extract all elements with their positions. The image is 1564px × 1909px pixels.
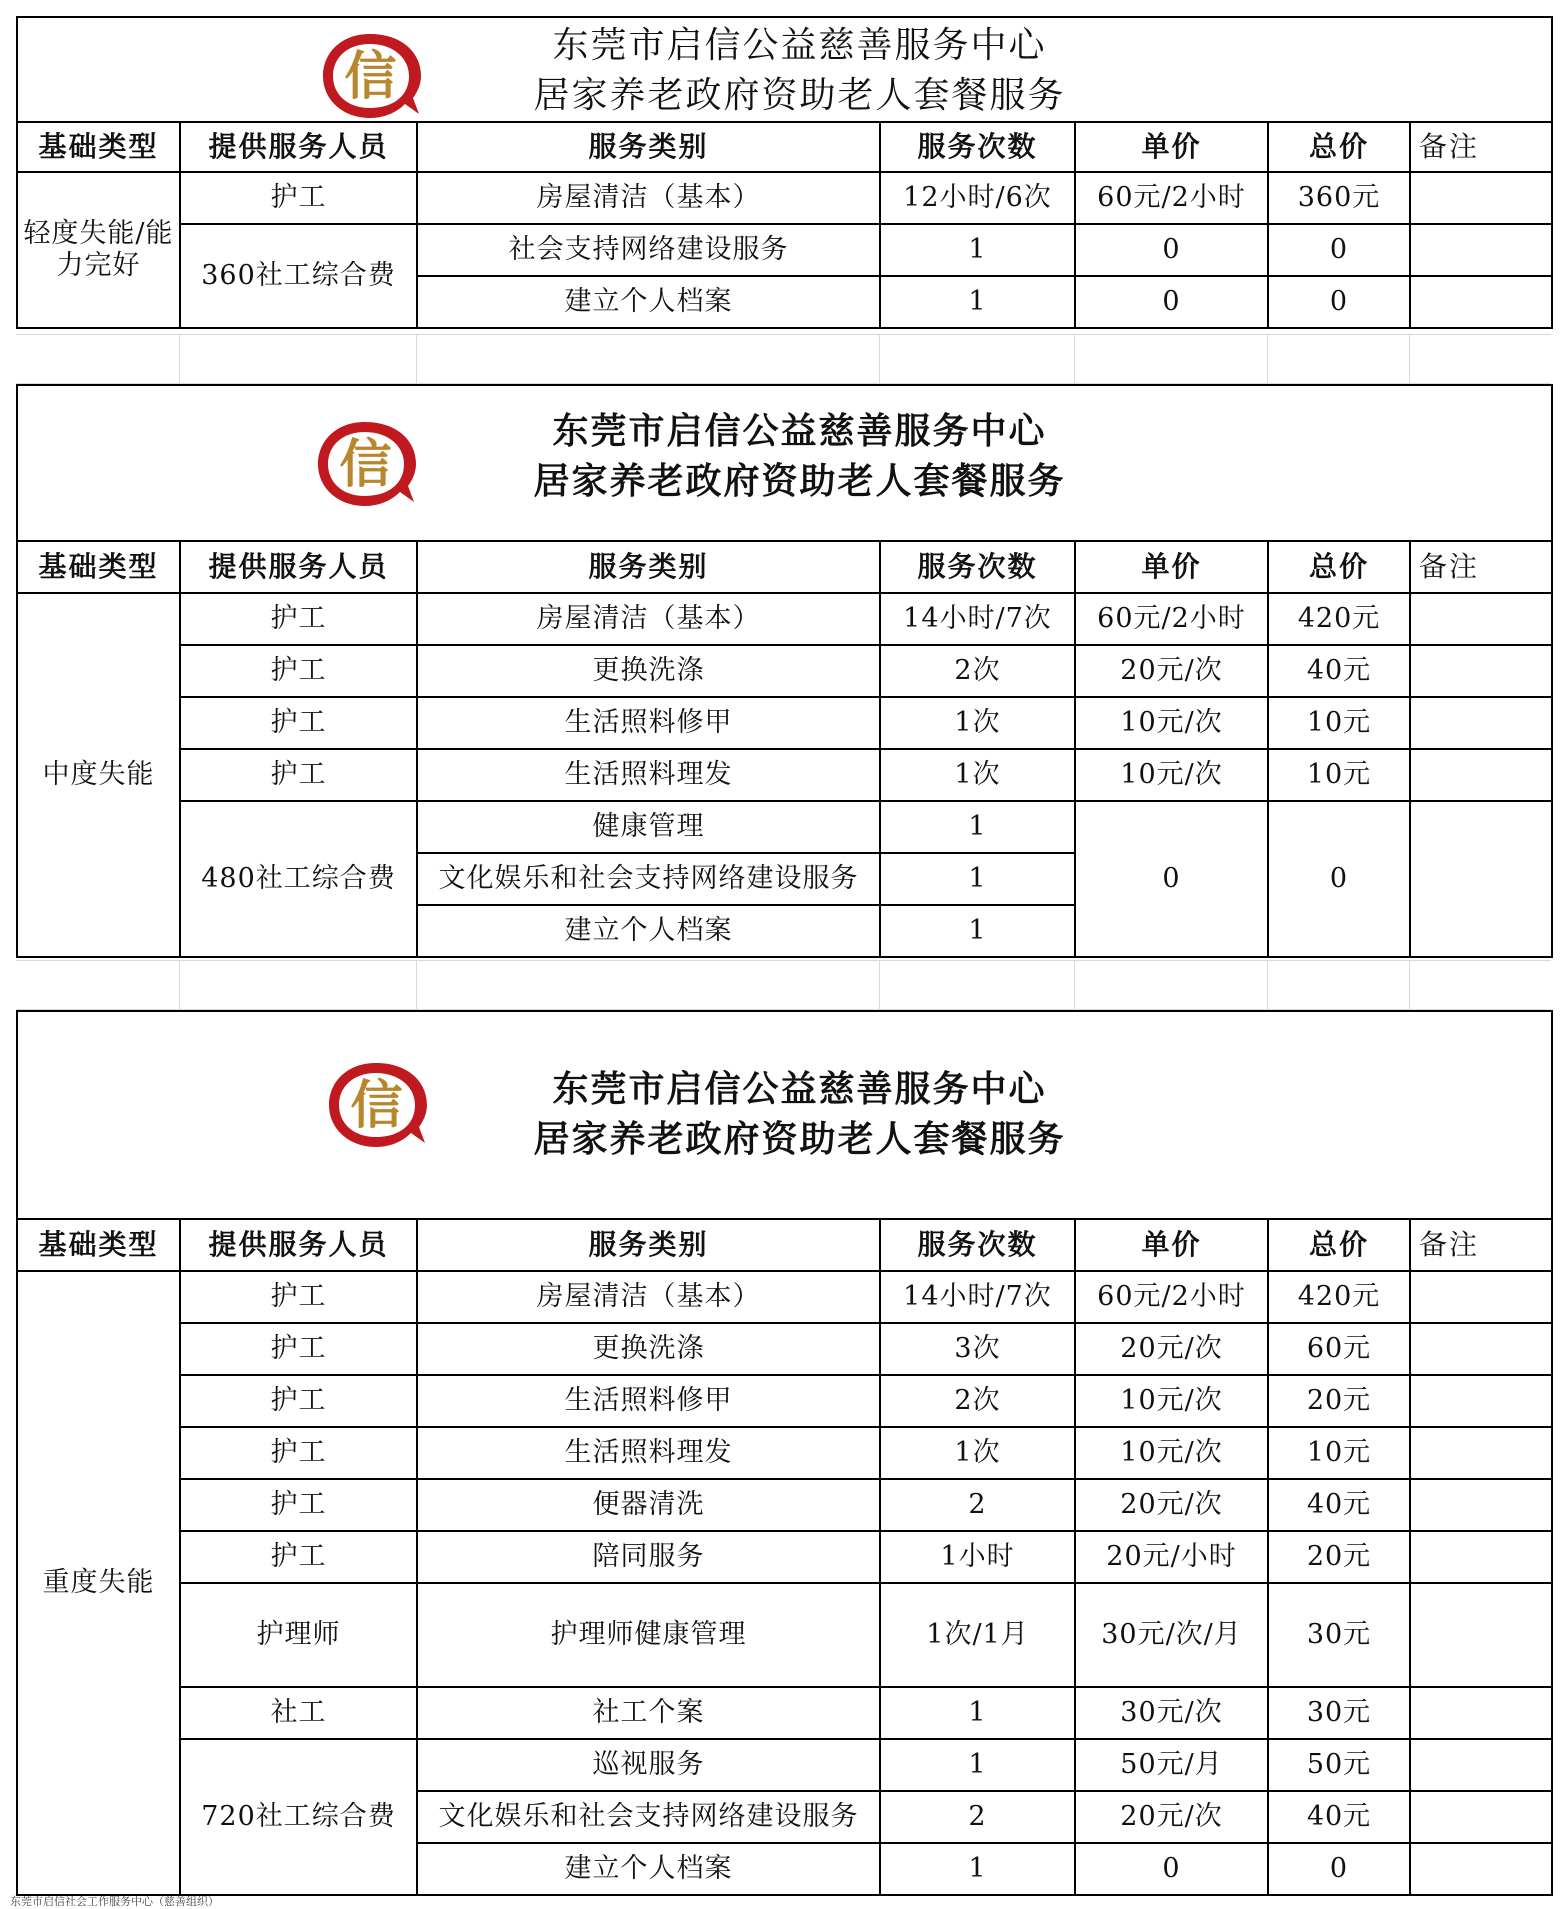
- empty-gap-row: [16, 960, 1551, 1010]
- total-cell: 10元: [1268, 1427, 1410, 1479]
- note-cell: [1410, 276, 1552, 328]
- unit-price-cell: 0: [1075, 1843, 1268, 1895]
- header-category: 服务类别: [417, 541, 880, 593]
- header-count: 服务次数: [880, 122, 1075, 172]
- category-cell: 房屋清洁（基本）: [417, 593, 880, 645]
- unit-price-cell: 20元/次: [1075, 1323, 1268, 1375]
- svg-text:信: 信: [339, 434, 393, 495]
- count-cell: 1: [880, 801, 1075, 853]
- count-cell: 1次: [880, 1427, 1075, 1479]
- total-cell: 40元: [1268, 1791, 1410, 1843]
- staff-cell: 护工: [180, 172, 417, 224]
- category-cell: 房屋清洁（基本）: [417, 172, 880, 224]
- count-cell: 1次/1月: [880, 1583, 1075, 1687]
- staff-cell: 720社工综合费: [180, 1739, 417, 1895]
- total-cell: 20元: [1268, 1531, 1410, 1583]
- category-cell: 便器清洗: [417, 1479, 880, 1531]
- unit-price-cell: 20元/次: [1075, 1791, 1268, 1843]
- qixin-logo-icon: [310, 414, 420, 514]
- category-cell: 文化娱乐和社会支持网络建设服务: [417, 853, 880, 905]
- category-cell: 社工个案: [417, 1687, 880, 1739]
- svg-text:信: 信: [350, 1075, 404, 1136]
- count-cell: 1次: [880, 749, 1075, 801]
- count-cell: 2次: [880, 645, 1075, 697]
- category-cell: 文化娱乐和社会支持网络建设服务: [417, 1791, 880, 1843]
- staff-cell: 护工: [180, 1271, 417, 1323]
- header-note: 备注: [1410, 1219, 1552, 1271]
- staff-cell: 480社工综合费: [180, 801, 417, 957]
- total-cell: 0: [1268, 1843, 1410, 1895]
- category-cell: 生活照料理发: [417, 749, 880, 801]
- package-table-moderate: [16, 384, 1553, 958]
- staff-cell: 护工: [180, 697, 417, 749]
- qixin-logo-icon: [315, 26, 425, 122]
- category-cell: 建立个人档案: [417, 1843, 880, 1895]
- package-table-mild: [16, 16, 1553, 329]
- header-count: 服务次数: [880, 541, 1075, 593]
- note-cell: [1410, 801, 1552, 957]
- count-cell: 14小时/7次: [880, 1271, 1075, 1323]
- unit-price-cell: 0: [1075, 224, 1268, 276]
- staff-cell: 护理师: [180, 1583, 417, 1687]
- category-cell: 建立个人档案: [417, 905, 880, 957]
- staff-cell: 360社工综合费: [180, 224, 417, 328]
- category-cell: 生活照料理发: [417, 1427, 880, 1479]
- category-cell: 健康管理: [417, 801, 880, 853]
- header-base-type: 基础类型: [17, 1219, 180, 1271]
- total-cell: 10元: [1268, 749, 1410, 801]
- staff-cell: 护工: [180, 1479, 417, 1531]
- note-cell: [1410, 1791, 1552, 1843]
- count-cell: 2: [880, 1791, 1075, 1843]
- staff-cell: 社工: [180, 1687, 417, 1739]
- count-cell: 1: [880, 905, 1075, 957]
- category-cell: 房屋清洁（基本）: [417, 1271, 880, 1323]
- total-cell: 20元: [1268, 1375, 1410, 1427]
- package-table-severe: [16, 1010, 1553, 1896]
- note-cell: [1410, 1323, 1552, 1375]
- header-total: 总价: [1268, 541, 1410, 593]
- qixin-logo-icon: [321, 1055, 431, 1155]
- staff-cell: 护工: [180, 1375, 417, 1427]
- unit-price-cell: 10元/次: [1075, 1375, 1268, 1427]
- count-cell: 2次: [880, 1375, 1075, 1427]
- header-base-type: 基础类型: [17, 541, 180, 593]
- total-cell: 0: [1268, 801, 1410, 957]
- count-cell: 2: [880, 1479, 1075, 1531]
- base-type-cell: 重度失能: [17, 1271, 180, 1895]
- staff-cell: 护工: [180, 749, 417, 801]
- base-type-cell: 中度失能: [17, 593, 180, 957]
- total-cell: 30元: [1268, 1583, 1410, 1687]
- header-note: 备注: [1410, 541, 1552, 593]
- note-cell: [1410, 1687, 1552, 1739]
- footer-watermark: 东莞市启信社会工作服务中心（慈善组织）: [10, 1895, 219, 1908]
- unit-price-cell: 10元/次: [1075, 1427, 1268, 1479]
- count-cell: 1: [880, 1843, 1075, 1895]
- unit-price-cell: 60元/2小时: [1075, 172, 1268, 224]
- header-base-type: 基础类型: [17, 122, 180, 172]
- title-line-1: 东莞市启信公益慈善服务中心: [552, 1068, 1047, 1110]
- count-cell: 1小时: [880, 1531, 1075, 1583]
- header-unit-price: 单价: [1075, 1219, 1268, 1271]
- unit-price-cell: 10元/次: [1075, 697, 1268, 749]
- unit-price-cell: 30元/次: [1075, 1687, 1268, 1739]
- title-cell: [17, 385, 1552, 541]
- note-cell: [1410, 645, 1552, 697]
- note-cell: [1410, 224, 1552, 276]
- header-category: 服务类别: [417, 1219, 880, 1271]
- note-cell: [1410, 1531, 1552, 1583]
- category-cell: 巡视服务: [417, 1739, 880, 1791]
- unit-price-cell: 10元/次: [1075, 749, 1268, 801]
- count-cell: 1: [880, 224, 1075, 276]
- count-cell: 14小时/7次: [880, 593, 1075, 645]
- svg-text:信: 信: [344, 46, 398, 107]
- count-cell: 1: [880, 276, 1075, 328]
- staff-cell: 护工: [180, 1323, 417, 1375]
- category-cell: 更换洗涤: [417, 1323, 880, 1375]
- category-cell: 建立个人档案: [417, 276, 880, 328]
- category-cell: 更换洗涤: [417, 645, 880, 697]
- title-line-1: 东莞市启信公益慈善服务中心: [552, 25, 1047, 66]
- count-cell: 12小时/6次: [880, 172, 1075, 224]
- header-staff: 提供服务人员: [180, 122, 417, 172]
- unit-price-cell: 60元/2小时: [1075, 593, 1268, 645]
- header-staff: 提供服务人员: [180, 1219, 417, 1271]
- total-cell: 420元: [1268, 1271, 1410, 1323]
- category-cell: 陪同服务: [417, 1531, 880, 1583]
- count-cell: 1次: [880, 697, 1075, 749]
- total-cell: 30元: [1268, 1687, 1410, 1739]
- unit-price-cell: 20元/小时: [1075, 1531, 1268, 1583]
- category-cell: 护理师健康管理: [417, 1583, 880, 1687]
- title-line-1: 东莞市启信公益慈善服务中心: [552, 410, 1047, 452]
- staff-cell: 护工: [180, 1427, 417, 1479]
- note-cell: [1410, 749, 1552, 801]
- unit-price-cell: 0: [1075, 276, 1268, 328]
- count-cell: 1: [880, 1687, 1075, 1739]
- total-cell: 60元: [1268, 1323, 1410, 1375]
- total-cell: 40元: [1268, 645, 1410, 697]
- note-cell: [1410, 172, 1552, 224]
- total-cell: 420元: [1268, 593, 1410, 645]
- count-cell: 1: [880, 1739, 1075, 1791]
- title-line-2: 居家养老政府资助老人套餐服务: [533, 1118, 1066, 1160]
- unit-price-cell: 30元/次/月: [1075, 1583, 1268, 1687]
- note-cell: [1410, 697, 1552, 749]
- note-cell: [1410, 1739, 1552, 1791]
- unit-price-cell: 50元/月: [1075, 1739, 1268, 1791]
- note-cell: [1410, 1427, 1552, 1479]
- category-cell: 生活照料修甲: [417, 1375, 880, 1427]
- unit-price-cell: 0: [1075, 801, 1268, 957]
- staff-cell: 护工: [180, 645, 417, 697]
- note-cell: [1410, 1479, 1552, 1531]
- category-cell: 生活照料修甲: [417, 697, 880, 749]
- total-cell: 360元: [1268, 172, 1410, 224]
- note-cell: [1410, 1375, 1552, 1427]
- note-cell: [1410, 1843, 1552, 1895]
- total-cell: 50元: [1268, 1739, 1410, 1791]
- category-cell: 社会支持网络建设服务: [417, 224, 880, 276]
- unit-price-cell: 20元/次: [1075, 645, 1268, 697]
- total-cell: 10元: [1268, 697, 1410, 749]
- header-unit-price: 单价: [1075, 122, 1268, 172]
- note-cell: [1410, 593, 1552, 645]
- total-cell: 0: [1268, 224, 1410, 276]
- total-cell: 0: [1268, 276, 1410, 328]
- note-cell: [1410, 1271, 1552, 1323]
- count-cell: 1: [880, 853, 1075, 905]
- header-staff: 提供服务人员: [180, 541, 417, 593]
- unit-price-cell: 20元/次: [1075, 1479, 1268, 1531]
- note-cell: [1410, 1583, 1552, 1687]
- count-cell: 3次: [880, 1323, 1075, 1375]
- base-type-cell: 轻度失能/能力完好: [17, 172, 180, 328]
- header-total: 总价: [1268, 1219, 1410, 1271]
- header-count: 服务次数: [880, 1219, 1075, 1271]
- staff-cell: 护工: [180, 1531, 417, 1583]
- title-line-2: 居家养老政府资助老人套餐服务: [533, 75, 1066, 116]
- title-line-2: 居家养老政府资助老人套餐服务: [533, 460, 1066, 502]
- total-cell: 40元: [1268, 1479, 1410, 1531]
- title-cell: [17, 17, 1552, 122]
- header-total: 总价: [1268, 122, 1410, 172]
- unit-price-cell: 60元/2小时: [1075, 1271, 1268, 1323]
- title-cell: [17, 1011, 1552, 1219]
- header-unit-price: 单价: [1075, 541, 1268, 593]
- header-category: 服务类别: [417, 122, 880, 172]
- staff-cell: 护工: [180, 593, 417, 645]
- header-note: 备注: [1410, 122, 1552, 172]
- empty-gap-row: [16, 334, 1551, 384]
